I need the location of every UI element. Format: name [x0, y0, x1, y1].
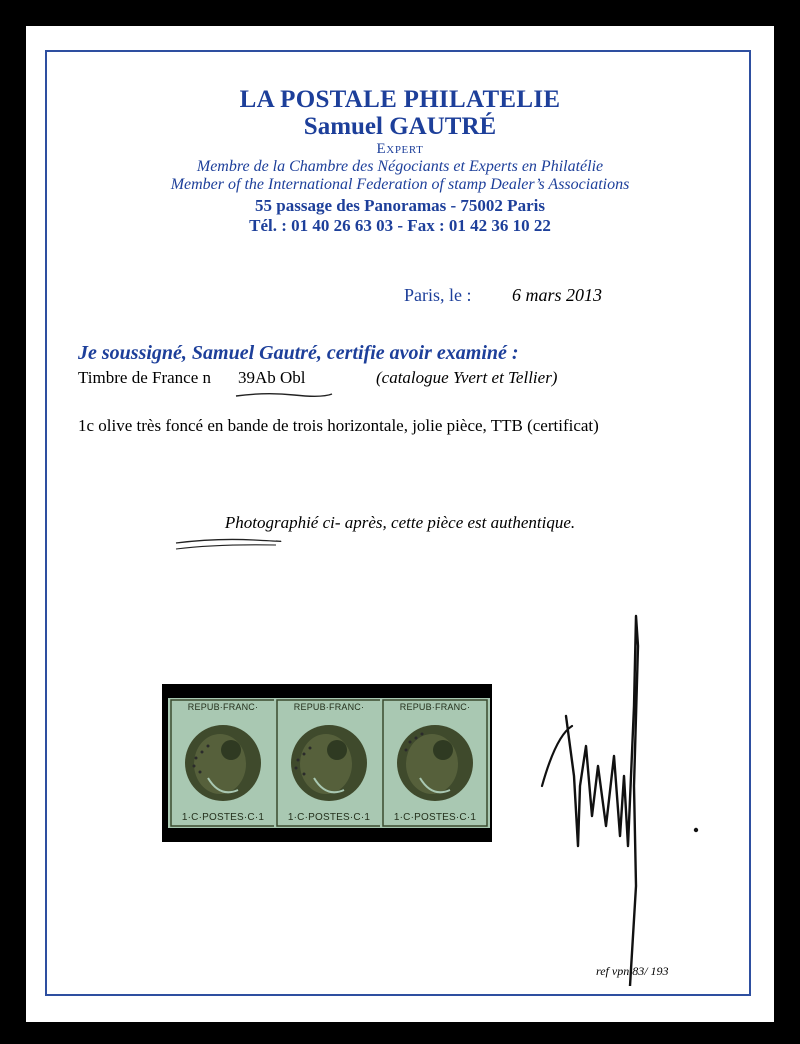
membership-fr: Membre de la Chambre des Négociants et Experts en Philatélie — [196, 158, 604, 175]
stamp-2-bottom-text: 1·C·POSTES·C·1 — [287, 812, 371, 823]
stamp-description: 1c olive très foncé en bande de trois horizontale, jolie pièce, TTB (certificat) — [78, 416, 599, 435]
stamp-1 — [168, 698, 278, 828]
membership-en: Member of the International Federation of stamp Dealer’s Associations — [170, 176, 630, 193]
authenticity-statement: Photographié ci- après, cette pièce est authentique. — [224, 513, 576, 532]
reference-number: ref vpn 83/ 193 — [596, 964, 669, 978]
certificate-page — [26, 26, 774, 1022]
date-value: 6 mars 2013 — [512, 285, 603, 305]
company-name: LA POSTALE PHILATELIE — [239, 86, 561, 113]
stamp-3-top-text: REPUB·FRANC· — [399, 702, 471, 712]
address: 55 passage des Panoramas - 75002 Paris — [255, 196, 545, 215]
phone-fax: Tél. : 01 40 26 63 03 - Fax : 01 42 36 10 22 — [249, 216, 551, 235]
stamp-2-top-text: REPUB·FRANC· — [293, 702, 365, 712]
stamp-strip-photo — [162, 684, 492, 842]
catalogue-name: (catalogue Yvert et Tellier) — [376, 368, 558, 387]
stamp-label: Timbre de France n — [78, 368, 211, 387]
date-label: Paris, le : — [404, 285, 472, 305]
stamp-3 — [380, 698, 490, 828]
expert-signature — [506, 586, 726, 986]
certification-statement: Je soussigné, Samuel Gautré, certifie avoir examiné : — [78, 342, 519, 364]
stamp-1-bottom-text: 1·C·POSTES·C·1 — [181, 812, 265, 823]
expert-title: Expert — [376, 141, 424, 157]
stamp-1-top-text: REPUB·FRANC· — [187, 702, 259, 712]
expert-name: Samuel GAUTRÉ — [303, 113, 497, 140]
stamp-2 — [274, 698, 384, 828]
stamp-3-bottom-text: 1·C·POSTES·C·1 — [393, 812, 477, 823]
stamp-number: 39Ab Obl — [238, 368, 306, 387]
